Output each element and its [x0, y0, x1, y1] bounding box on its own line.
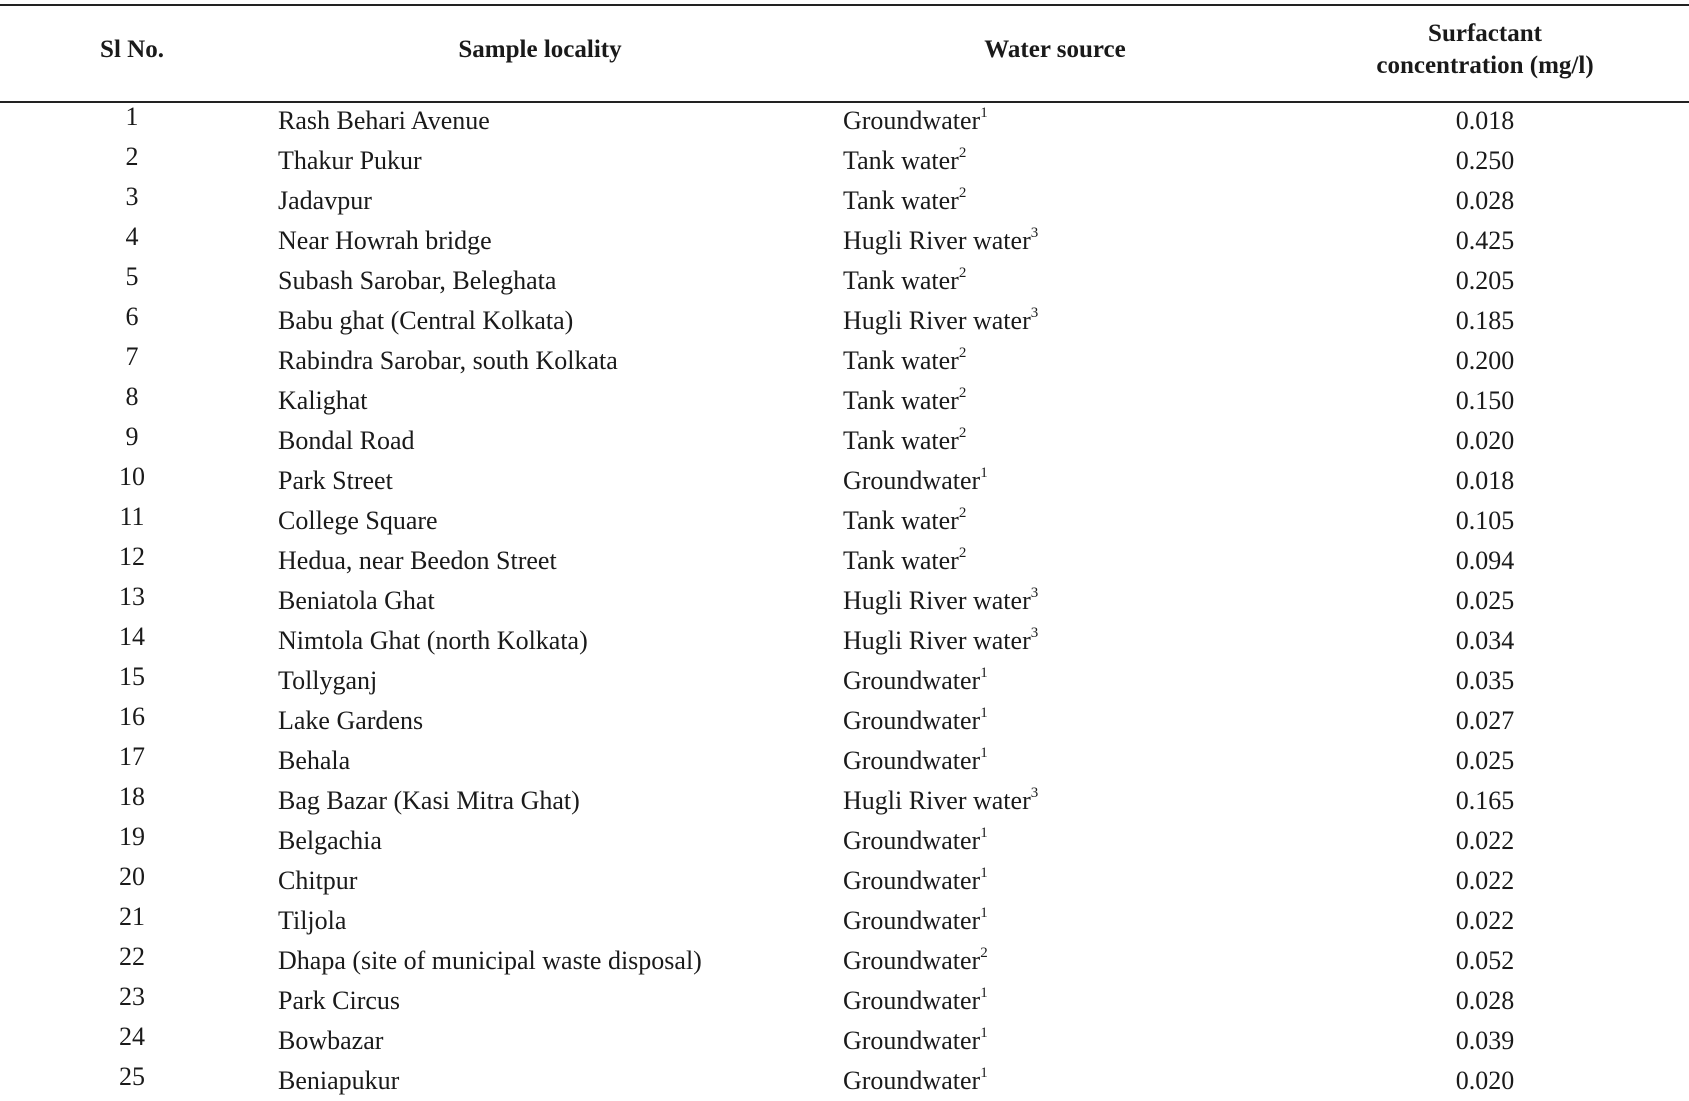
water-source-text: Tank water	[843, 386, 959, 415]
cell-surfactant-concentration: 0.185	[1455, 306, 1515, 335]
cell-sample-locality: Tiljola	[278, 906, 347, 935]
water-source-text: Tank water	[843, 546, 959, 575]
water-source-text: Groundwater	[843, 746, 981, 775]
cell-sample-locality: Tollyganj	[278, 666, 378, 695]
cell-sl-no: 3	[125, 182, 139, 211]
cell-water-source	[843, 301, 1038, 341]
cell-water-source	[843, 221, 1038, 261]
cell-sample-locality: Near Howrah bridge	[278, 226, 492, 255]
table-row	[0, 901, 1689, 941]
cell-sl-no: 23	[119, 982, 145, 1011]
footnote-marker: 2	[958, 145, 967, 162]
cell-water-source	[843, 661, 988, 701]
cell-sl-no: 4	[125, 222, 139, 251]
footnote-marker: 3	[1030, 225, 1039, 242]
cell-sl-no: 12	[119, 542, 145, 571]
table-row	[0, 181, 1689, 221]
cell-sample-locality: Beniapukur	[278, 1066, 400, 1095]
cell-surfactant-concentration: 0.039	[1455, 1026, 1515, 1055]
cell-sl-no: 22	[119, 942, 145, 971]
footnote-marker: 2	[958, 545, 967, 562]
header-sample-locality: Sample locality	[458, 36, 622, 63]
cell-sl-no: 6	[125, 302, 139, 331]
water-source-text: Hugli River water	[843, 226, 1031, 255]
cell-sample-locality: Beniatola Ghat	[278, 586, 435, 615]
cell-water-source	[843, 501, 966, 541]
water-source-text: Hugli River water	[843, 626, 1031, 655]
cell-surfactant-concentration: 0.018	[1455, 466, 1515, 495]
cell-sl-no: 13	[119, 582, 145, 611]
cell-surfactant-concentration: 0.018	[1455, 106, 1515, 135]
cell-surfactant-concentration: 0.022	[1455, 906, 1515, 935]
cell-sample-locality: Subash Sarobar, Beleghata	[278, 266, 557, 295]
footnote-marker: 2	[958, 505, 967, 522]
cell-water-source	[843, 461, 988, 501]
cell-surfactant-concentration: 0.425	[1455, 226, 1515, 255]
cell-sample-locality: Rash Behari Avenue	[278, 106, 490, 135]
footnote-marker: 2	[958, 345, 967, 362]
cell-sl-no: 24	[119, 1022, 145, 1051]
cell-sample-locality: Babu ghat (Central Kolkata)	[278, 306, 574, 335]
table-row	[0, 1061, 1689, 1101]
table-row	[0, 741, 1689, 781]
table-row	[0, 861, 1689, 901]
cell-surfactant-concentration: 0.035	[1455, 666, 1515, 695]
table-row	[0, 1021, 1689, 1061]
table-row	[0, 941, 1689, 981]
water-source-text: Tank water	[843, 426, 959, 455]
cell-surfactant-concentration: 0.028	[1455, 986, 1515, 1015]
header-water-source: Water source	[984, 36, 1126, 63]
cell-water-source	[843, 861, 988, 901]
cell-surfactant-concentration: 0.022	[1455, 866, 1515, 895]
cell-water-source	[843, 181, 966, 221]
cell-sl-no: 25	[119, 1062, 145, 1091]
table-row	[0, 541, 1689, 581]
table-row	[0, 821, 1689, 861]
cell-water-source	[843, 701, 988, 741]
cell-water-source	[843, 261, 966, 301]
water-source-text: Tank water	[843, 346, 959, 375]
cell-surfactant-concentration: 0.205	[1455, 266, 1515, 295]
water-source-text: Groundwater	[843, 106, 981, 135]
table-row	[0, 421, 1689, 461]
header-surfactant-concentration	[1320, 0, 1650, 100]
cell-sample-locality: Chitpur	[278, 866, 358, 895]
cell-surfactant-concentration: 0.052	[1455, 946, 1515, 975]
water-source-text: Hugli River water	[843, 586, 1031, 615]
footnote-marker: 2	[980, 945, 988, 962]
water-source-text: Groundwater	[843, 946, 981, 975]
cell-water-source	[843, 901, 988, 941]
cell-water-source	[843, 821, 988, 861]
cell-surfactant-concentration: 0.020	[1455, 1066, 1515, 1095]
footnote-marker: 1	[980, 1065, 988, 1082]
cell-sample-locality: Behala	[278, 746, 351, 775]
cell-sl-no: 20	[119, 862, 145, 891]
cell-sl-no: 21	[119, 902, 145, 931]
water-source-text: Hugli River water	[843, 786, 1031, 815]
cell-surfactant-concentration: 0.250	[1455, 146, 1515, 175]
cell-surfactant-concentration: 0.105	[1455, 506, 1515, 535]
cell-sample-locality: Hedua, near Beedon Street	[278, 546, 557, 575]
cell-sample-locality: Bag Bazar (Kasi Mitra Ghat)	[278, 786, 580, 815]
table-row	[0, 981, 1689, 1021]
footnote-marker: 1	[980, 745, 988, 762]
water-source-text: Groundwater	[843, 866, 981, 895]
cell-sample-locality: Thakur Pukur	[278, 146, 422, 175]
cell-sl-no: 8	[125, 382, 139, 411]
cell-sample-locality: Park Circus	[278, 986, 401, 1015]
cell-sample-locality: College Square	[278, 506, 438, 535]
footnote-marker: 1	[980, 905, 988, 922]
table-row	[0, 701, 1689, 741]
table-row	[0, 661, 1689, 701]
cell-surfactant-concentration: 0.150	[1455, 386, 1515, 415]
cell-sl-no: 11	[119, 502, 145, 531]
cell-sample-locality: Bowbazar	[278, 1026, 384, 1055]
table-row	[0, 101, 1689, 141]
cell-sl-no: 17	[119, 742, 145, 771]
table-row	[0, 221, 1689, 261]
cell-water-source	[843, 541, 966, 581]
water-source-text: Tank water	[843, 186, 959, 215]
footnote-marker: 3	[1030, 625, 1039, 642]
footnote-marker: 1	[980, 1025, 988, 1042]
cell-water-source	[843, 621, 1038, 661]
table-row	[0, 501, 1689, 541]
cell-surfactant-concentration: 0.027	[1455, 706, 1515, 735]
footnote-marker: 2	[958, 425, 967, 442]
table-row	[0, 461, 1689, 501]
cell-surfactant-concentration: 0.025	[1455, 586, 1515, 615]
cell-water-source	[843, 1061, 988, 1101]
cell-sample-locality: Bondal Road	[278, 426, 415, 455]
footnote-marker: 1	[980, 665, 988, 682]
cell-surfactant-concentration: 0.034	[1455, 626, 1515, 655]
footnote-marker: 3	[1030, 305, 1039, 322]
cell-sl-no: 10	[119, 462, 145, 491]
cell-sl-no: 5	[125, 262, 139, 291]
cell-sl-no: 7	[125, 342, 139, 371]
water-source-text: Groundwater	[843, 1026, 981, 1055]
water-source-text: Tank water	[843, 146, 959, 175]
cell-sl-no: 19	[119, 822, 145, 851]
cell-sample-locality: Jadavpur	[278, 186, 372, 215]
cell-water-source	[843, 101, 988, 141]
water-source-text: Groundwater	[843, 906, 981, 935]
cell-surfactant-concentration: 0.200	[1455, 346, 1515, 375]
cell-water-source	[843, 421, 966, 461]
footnote-marker: 2	[958, 385, 967, 402]
cell-surfactant-concentration: 0.165	[1455, 786, 1515, 815]
footnote-marker: 1	[980, 985, 988, 1002]
footnote-marker: 1	[980, 465, 988, 482]
cell-surfactant-concentration: 0.022	[1455, 826, 1515, 855]
cell-sample-locality: Park Street	[278, 466, 393, 495]
cell-sl-no: 16	[119, 702, 145, 731]
table-row	[0, 781, 1689, 821]
water-source-text: Tank water	[843, 266, 959, 295]
footnote-marker: 1	[980, 105, 988, 122]
cell-water-source	[843, 741, 988, 781]
table-row	[0, 341, 1689, 381]
cell-sl-no: 2	[125, 142, 139, 171]
footnote-marker: 3	[1030, 785, 1039, 802]
water-source-text: Groundwater	[843, 466, 981, 495]
cell-sl-no: 1	[125, 102, 139, 131]
cell-sl-no: 14	[119, 622, 145, 651]
table-row	[0, 381, 1689, 421]
cell-surfactant-concentration: 0.028	[1455, 186, 1515, 215]
footnote-marker: 2	[958, 265, 967, 282]
cell-surfactant-concentration: 0.020	[1455, 426, 1515, 455]
footnote-marker: 1	[980, 825, 988, 842]
header-sl-no: Sl No.	[100, 36, 164, 63]
cell-water-source	[843, 941, 988, 981]
footnote-marker: 1	[980, 865, 988, 882]
cell-water-source	[843, 981, 988, 1021]
cell-water-source	[843, 1021, 988, 1061]
footnote-marker: 1	[980, 705, 988, 722]
water-source-text: Groundwater	[843, 666, 981, 695]
cell-water-source	[843, 341, 966, 381]
cell-sl-no: 9	[125, 422, 139, 451]
table-row	[0, 621, 1689, 661]
header-concentration-line1: Surfactant	[1428, 20, 1542, 47]
water-source-text: Groundwater	[843, 706, 981, 735]
header-concentration-line2: concentration (mg/l)	[1376, 52, 1594, 79]
water-source-text: Groundwater	[843, 1066, 981, 1095]
cell-surfactant-concentration: 0.094	[1455, 546, 1515, 575]
water-source-text: Groundwater	[843, 826, 981, 855]
cell-sample-locality: Dhapa (site of municipal waste disposal)	[278, 946, 702, 975]
cell-sample-locality: Nimtola Ghat (north Kolkata)	[278, 626, 588, 655]
table-row	[0, 141, 1689, 181]
cell-sl-no: 15	[119, 662, 145, 691]
table-row	[0, 261, 1689, 301]
cell-water-source	[843, 141, 966, 181]
cell-water-source	[843, 781, 1038, 821]
footnote-marker: 3	[1030, 585, 1039, 602]
cell-sample-locality: Rabindra Sarobar, south Kolkata	[278, 346, 618, 375]
footnote-marker: 2	[958, 185, 967, 202]
table-row	[0, 581, 1689, 621]
cell-sample-locality: Kalighat	[278, 386, 368, 415]
cell-sl-no: 18	[119, 782, 145, 811]
cell-sample-locality: Belgachia	[278, 826, 382, 855]
water-source-text: Tank water	[843, 506, 959, 535]
cell-water-source	[843, 581, 1038, 621]
table-row	[0, 301, 1689, 341]
water-source-text: Hugli River water	[843, 306, 1031, 335]
cell-water-source	[843, 381, 966, 421]
cell-sample-locality: Lake Gardens	[278, 706, 424, 735]
cell-surfactant-concentration: 0.025	[1455, 746, 1515, 775]
water-source-text: Groundwater	[843, 986, 981, 1015]
